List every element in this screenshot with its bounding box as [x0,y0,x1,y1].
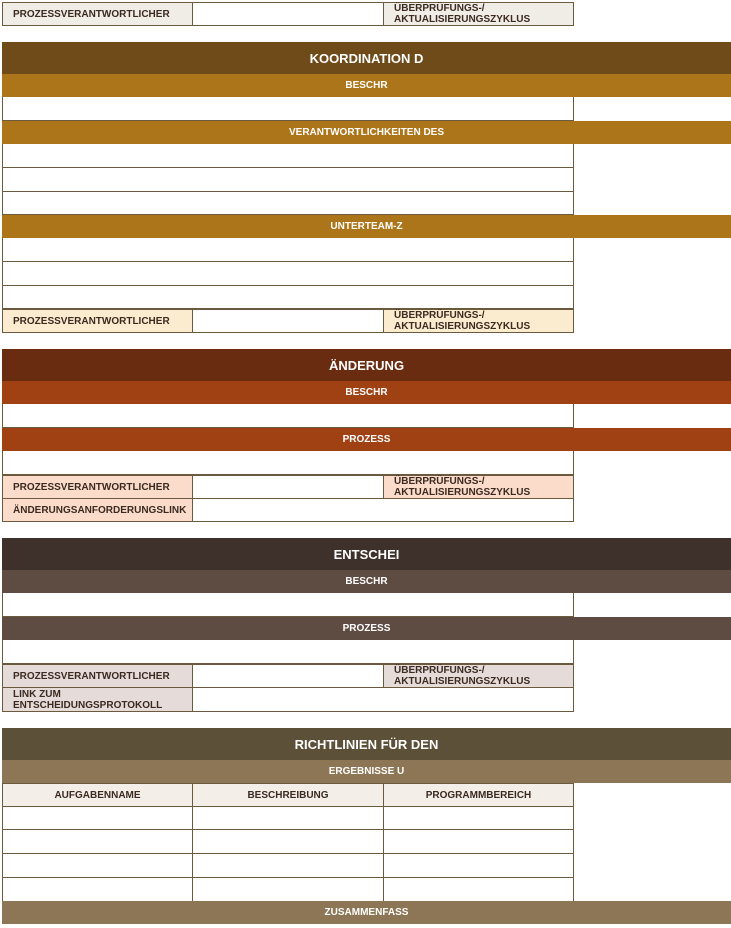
table-cell[interactable] [383,806,574,830]
decision-process-owner-label: PROZESSVERANTWORTLICHER [2,664,193,688]
table-cell[interactable] [2,853,193,878]
process-owner-label: PROZESSVERANTWORTLICHER [2,2,193,26]
change-process-header: PROZESS [2,428,731,451]
table-cell[interactable] [2,877,193,902]
decision-protocol-link-label [2,687,193,712]
coord-review-cycle-label [383,309,574,333]
coord-subteam-row[interactable] [2,238,574,262]
decision-description-field[interactable] [2,593,574,617]
coord-subteam-row[interactable] [2,262,574,286]
review-cycle-label-line1: ÜBERPRÜFUNGS-/ [394,476,485,487]
table-cell[interactable] [383,877,574,902]
change-section-title: ÄNDERUNG [2,349,731,381]
decision-section-title: ENTSCHEI [2,538,731,570]
table-cell[interactable] [2,806,193,830]
decision-protocol-label-line1: LINK ZUM [13,688,61,700]
review-cycle-label [383,2,574,26]
guidelines-section-title: RICHTLINIEN FÜR DEN [2,728,731,760]
column-header-program-area: PROGRAMMBEREICH [383,783,574,807]
coord-section-title: KOORDINATION D [2,42,731,74]
coord-process-owner-label: PROZESSVERANTWORTLICHER [2,309,193,333]
column-header-description: BESCHREIBUNG [192,783,384,807]
process-owner-field[interactable] [192,2,384,26]
table-cell[interactable] [192,806,384,830]
review-cycle-label-line1: ÜBERPRÜFUNGS-/ [394,310,485,321]
change-request-link-label: ÄNDERUNGSANFORDERUNGSLINK [2,498,193,522]
coord-subteam-row[interactable] [2,286,574,309]
table-cell[interactable] [2,829,193,854]
review-cycle-label-line1: ÜBERPRÜFUNGS-/ [394,3,485,14]
review-cycle-label-line2: AKTUALISIERUNGSZYKLUS [394,676,531,687]
review-cycle-label-line2: AKTUALISIERUNGSZYKLUS [394,14,531,25]
coord-subteam-header: UNTERTEAM-Z [2,215,731,238]
change-description-header: BESCHR [2,381,731,404]
change-process-owner-label: PROZESSVERANTWORTLICHER [2,475,193,499]
table-cell[interactable] [383,853,574,878]
coord-responsibility-row[interactable] [2,192,574,215]
table-cell[interactable] [192,877,384,902]
decision-protocol-label-line2: ENTSCHEIDUNGSPROTOKOLL [13,699,163,711]
guidelines-results-header: ERGEBNISSE U [2,760,731,783]
review-cycle-label-line2: AKTUALISIERUNGSZYKLUS [394,487,531,498]
change-process-field[interactable] [2,451,574,475]
decision-description-header: BESCHR [2,570,731,593]
decision-protocol-link-field[interactable] [192,687,574,712]
coord-responsibilities-header: VERANTWORTLICHKEITEN DES [2,121,731,144]
column-header-task-name: AUFGABENNAME [2,783,193,807]
coord-description-header: BESCHR [2,74,731,97]
decision-process-header: PROZESS [2,617,731,640]
change-process-owner-field[interactable] [192,475,384,499]
coord-responsibility-row[interactable] [2,144,574,168]
review-cycle-label-line1: ÜBERPRÜFUNGS-/ [394,665,485,676]
coord-responsibility-row[interactable] [2,168,574,192]
coord-process-owner-field[interactable] [192,309,384,333]
table-cell[interactable] [192,853,384,878]
change-review-cycle-label [383,475,574,499]
table-cell[interactable] [383,829,574,854]
table-cell[interactable] [192,829,384,854]
decision-process-owner-field[interactable] [192,664,384,688]
change-request-link-field[interactable] [192,498,574,522]
decision-review-cycle-label [383,664,574,688]
coord-description-field[interactable] [2,97,574,121]
decision-process-field[interactable] [2,640,574,664]
review-cycle-label-line2: AKTUALISIERUNGSZYKLUS [394,321,531,332]
guidelines-summary-header: ZUSAMMENFASS [2,901,731,924]
change-description-field[interactable] [2,404,574,428]
